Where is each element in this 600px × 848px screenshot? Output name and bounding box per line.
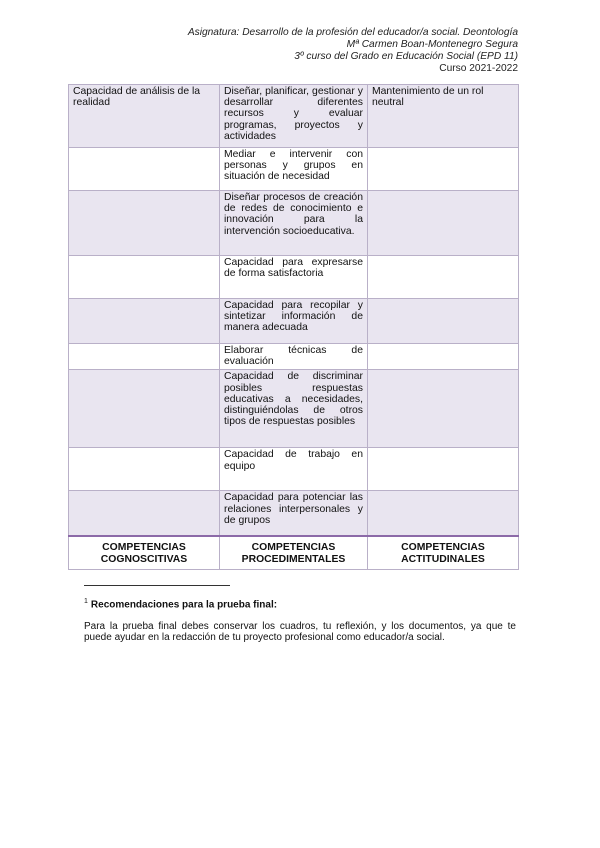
procedural-cell: Elaborar técnicas de evaluación	[220, 344, 368, 370]
cognitive-cell	[69, 448, 220, 491]
attitudinal-cell	[368, 344, 519, 370]
competencies-table	[68, 84, 519, 570]
cognitive-cell	[69, 191, 220, 256]
footnote-body: Para la prueba final debes conservar los cuadros, tu reflexión, y los documentos, ya que te puede ayudar en la redacción de tu proyecto profesional como educador/a social.	[84, 620, 516, 644]
procedural-cell: Diseñar, planificar, gestionar y desarrollar diferentes recursos y evaluar programas, proyectos y actividades	[220, 85, 368, 148]
procedural-cell: Mediar e intervenir con personas y grupos en situación de necesidad	[220, 148, 368, 191]
footnote	[84, 596, 516, 644]
cognitive-cell	[69, 148, 220, 191]
attitudinal-cell	[368, 256, 519, 299]
table-row	[69, 448, 519, 491]
procedural-cell: Diseñar procesos de creación de redes de conocimiento e innovación para la intervención socioeducativa.	[220, 191, 368, 256]
cognitive-cell	[69, 256, 220, 299]
procedural-cell: Capacidad para potenciar las relaciones interpersonales y de grupos	[220, 491, 368, 536]
footer-procedural: COMPETENCIAS PROCEDIMENTALES	[220, 536, 368, 570]
table-row	[69, 370, 519, 448]
footer-cognitive: COMPETENCIAS COGNOSCITIVAS	[69, 536, 220, 570]
table-row	[69, 299, 519, 344]
procedural-cell: Capacidad de trabajo en equipo	[220, 448, 368, 491]
footer-attitudinal: COMPETENCIAS ACTITUDINALES	[368, 536, 519, 570]
page-header	[188, 27, 518, 75]
attitudinal-cell	[368, 370, 519, 448]
table-row	[69, 491, 519, 536]
table-footer-row	[69, 536, 519, 570]
attitudinal-cell	[368, 448, 519, 491]
cognitive-cell	[69, 344, 220, 370]
header-course: 3º curso del Grado en Educación Social (EPD 11)	[294, 51, 518, 62]
procedural-cell: Capacidad para expresarse de forma satisfactoria	[220, 256, 368, 299]
footnote-number: 1	[84, 598, 88, 605]
cognitive-cell: Capacidad de análisis de la realidad	[69, 85, 220, 148]
attitudinal-cell	[368, 191, 519, 256]
footnote-divider	[84, 585, 230, 586]
table-row	[69, 191, 519, 256]
table-row	[69, 344, 519, 370]
cognitive-cell	[69, 299, 220, 344]
attitudinal-cell	[368, 148, 519, 191]
table-row	[69, 85, 519, 148]
attitudinal-cell: Mantenimiento de un rol neutral	[368, 85, 519, 148]
table-row	[69, 256, 519, 299]
header-year: Curso 2021-2022	[439, 63, 518, 74]
attitudinal-cell	[368, 491, 519, 536]
attitudinal-cell	[368, 299, 519, 344]
procedural-cell: Capacidad de discriminar posibles respuestas educativas a necesidades, distinguiéndolas de otros tipos de respuestas posibles	[220, 370, 368, 448]
cognitive-cell	[69, 491, 220, 536]
procedural-cell: Capacidad para recopilar y sintetizar información de manera adecuada	[220, 299, 368, 344]
footnote-title-line	[84, 596, 516, 611]
footnote-title: Recomendaciones para la prueba final:	[90, 599, 278, 611]
header-author: Mª Carmen Boan-Montenegro Segura	[346, 39, 518, 50]
table-row	[69, 148, 519, 191]
cognitive-cell	[69, 370, 220, 448]
header-subject: Asignatura: Desarrollo de la profesión del educador/a social. Deontología	[187, 27, 518, 38]
